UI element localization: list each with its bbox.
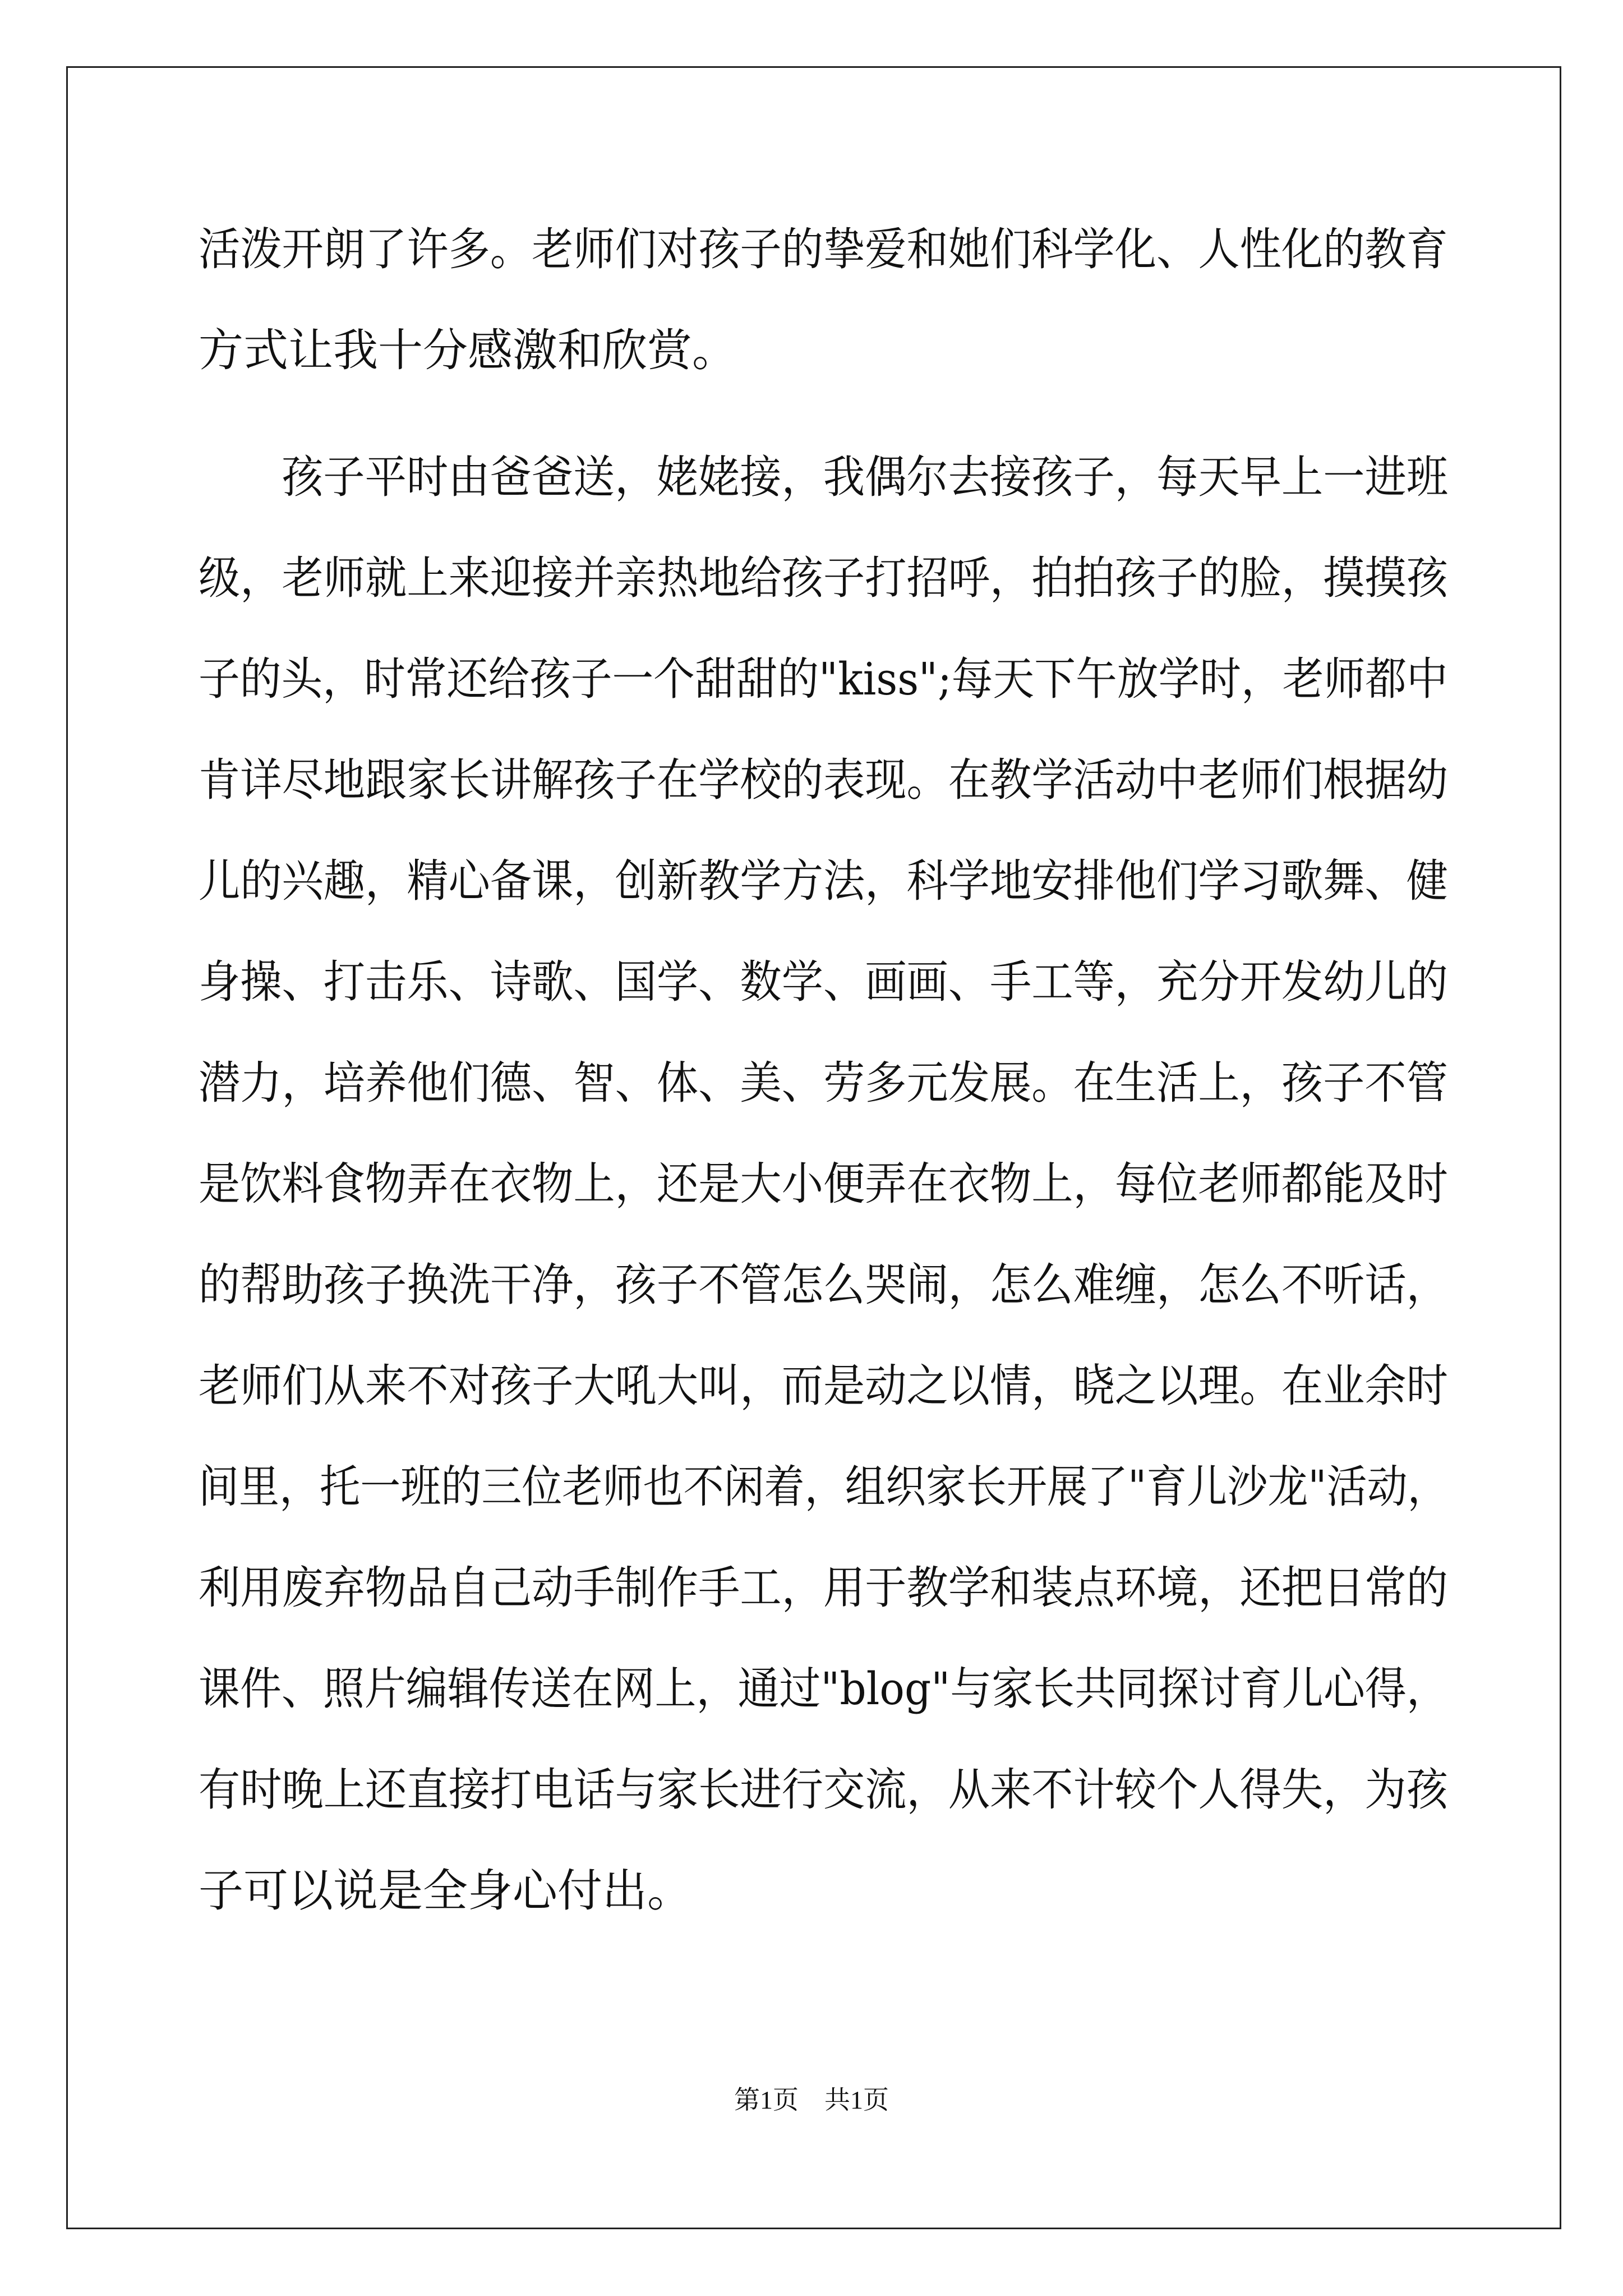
text-line: 有时晚上还直接打电话与家长进行交流，从来不计较个人得失，为孩 [199, 1764, 1448, 1816]
text-line: 活泼开朗了许多。老师们对孩子的挚爱和她们科学化、人性化的教育 [199, 223, 1448, 275]
paragraph-first-line: 孩子平时由爸爸送，姥姥接，我偶尔去接孩子，每天早上一进班 [282, 451, 1449, 503]
text-line: 间里，托一班的三位老师也不闲着，组织家长开展了"育儿沙龙"活动， [199, 1461, 1448, 1513]
text-line: 子可以说是全身心付出。 [199, 1865, 692, 1917]
text-line: 儿的兴趣，精心备课，创新教学方法，科学地安排他们学习歌舞、健 [199, 855, 1448, 907]
text-line: 子的头，时常还给孩子一个甜甜的"kiss";每天下午放学时，老师都中 [199, 653, 1448, 705]
text-line: 身操、打击乐、诗歌、国学、数学、画画、手工等，充分开发幼儿的 [199, 956, 1448, 1008]
text-line: 利用废弃物品自己动手制作手工，用于教学和装点环境，还把日常的 [199, 1562, 1448, 1614]
text-line: 潜力，培养他们德、智、体、美、劳多元发展。在生活上，孩子不管 [199, 1057, 1448, 1109]
text-line: 课件、照片编辑传送在网上，通过"blog"与家长共同探讨育儿心得， [199, 1663, 1448, 1715]
text-line: 肯详尽地跟家长讲解孩子在学校的表现。在教学活动中老师们根据幼 [199, 754, 1448, 806]
page-number: 第1页 共1页 [734, 2086, 889, 2114]
text-line: 方式让我十分感激和欣赏。 [199, 324, 737, 376]
text-line: 的帮助孩子换洗干净，孩子不管怎么哭闹，怎么难缠，怎么不听话， [199, 1259, 1448, 1311]
text-line: 是饮料食物弄在衣物上，还是大小便弄在衣物上，每位老师都能及时 [199, 1158, 1448, 1210]
text-line: 级，老师就上来迎接并亲热地给孩子打招呼，拍拍孩子的脸，摸摸孩 [199, 552, 1448, 604]
text-line: 老师们从来不对孩子大吼大叫，而是动之以情，晓之以理。在业余时 [199, 1360, 1448, 1412]
